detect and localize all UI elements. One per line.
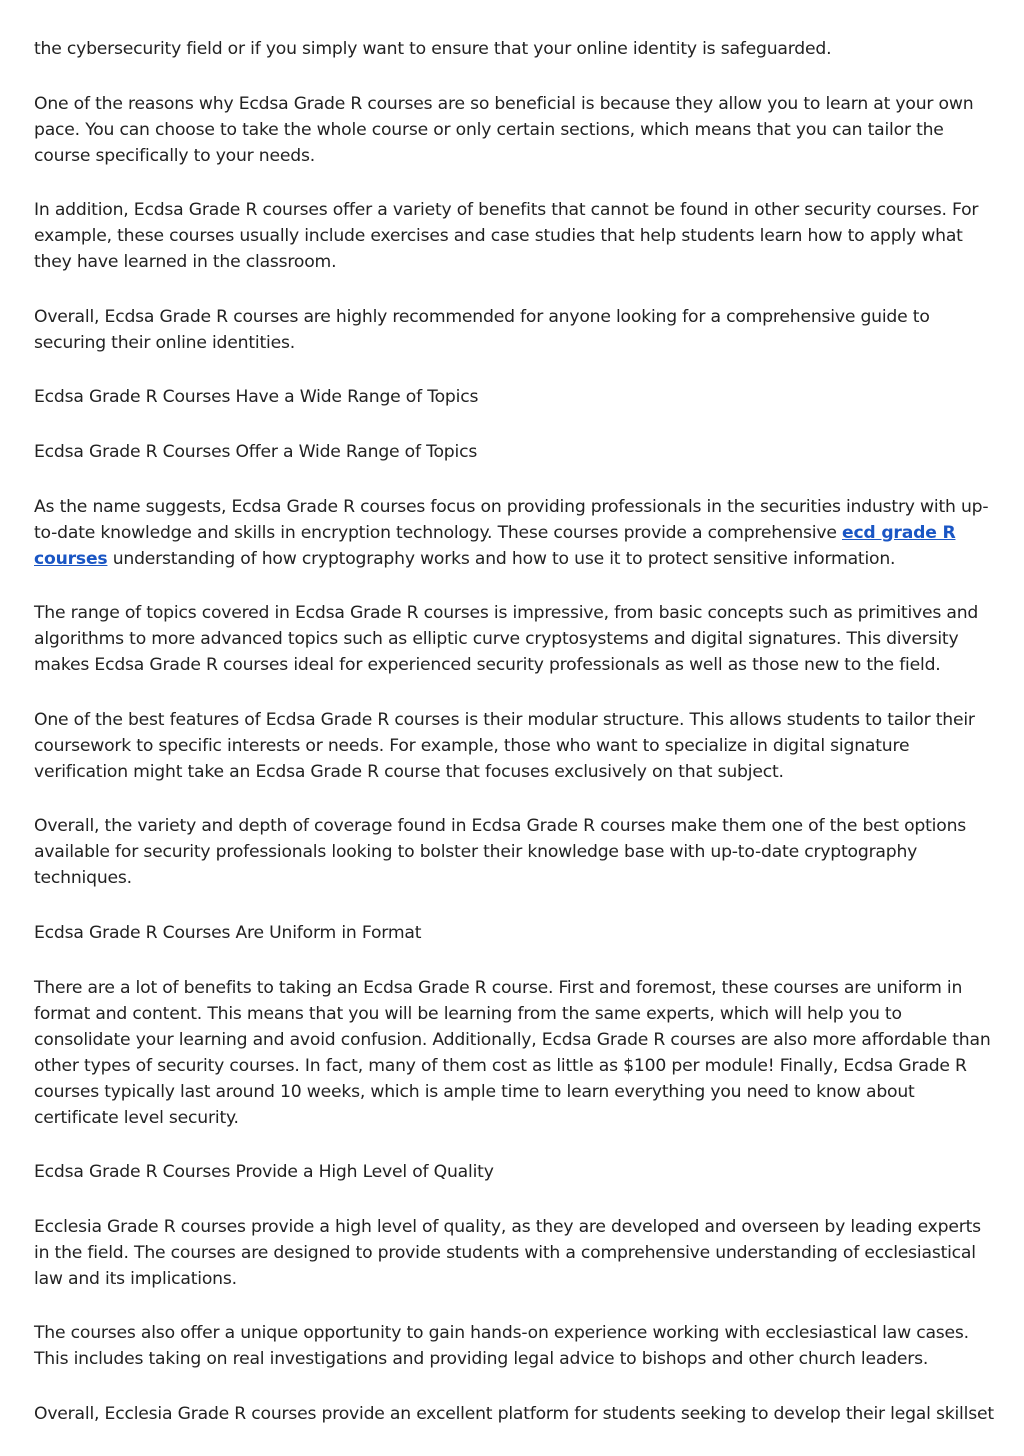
paragraph-name-suggests	[34, 494, 994, 572]
paragraph-overall-ecclesia: Overall, Ecclesia Grade R courses provide an excellent platform for students seeking to develop their legal skillset	[34, 1403, 994, 1424]
ecd-grade-r-courses-link[interactable]: ecd grade R courses	[34, 522, 956, 569]
paragraph-uniform-benefits: There are a lot of benefits to taking an Ecdsa Grade R course. First and foremost, these courses are uniform in format and content. This means that you will be learning from the same experts, which will help you to consolidate your learning and avoid confusion. Additionally, Ecdsa Grade R courses are also more affordable than other types of security courses. In fact, many of them cost as little as $100 per module! Finally, Ecdsa Grade R courses typically last around 10 weeks, which is ample time to learn everything you need to know about certificate level security.	[34, 977, 991, 1128]
paragraph-benefits: In addition, Ecdsa Grade R courses offer a variety of benefits that cannot be found in other security courses. For example, these courses usually include exercises and case studies that help students learn how to apply what they have learned in the classroom.	[34, 200, 979, 273]
paragraph-learn-own-pace: One of the reasons why Ecdsa Grade R courses are so beneficial is because they allow you to learn at your own pace. You can choose to take the whole course or only certain sections, which means that you can tailor the course specifically to your needs.	[34, 93, 974, 166]
document-body	[34, 36, 994, 1456]
paragraph-range-of-topics: The range of topics covered in Ecdsa Grade R courses is impressive, from basic concepts such as primitives and algorithms to more advanced topics such as elliptic curve cryptosystems and digital signatures. This diversity makes Ecdsa Grade R courses ideal for experienced security professionals as well as those new to the field.	[34, 603, 979, 676]
paragraph-ecclesia-quality: Ecclesia Grade R courses provide a high level of quality, as they are developed and overseen by leading experts in the field. The courses are designed to provide students with a comprehensive understanding of ecclesiastical law and its implications.	[34, 1216, 981, 1289]
paragraph-text-after-link: understanding of how cryptography works and how to use it to protect sensitive information.	[107, 548, 896, 569]
paragraph-variety-depth: Overall, the variety and depth of coverage found in Ecdsa Grade R courses make them one of the best options available for security professionals looking to bolster their knowledge base with up-to-date cryptography techniques.	[34, 816, 967, 889]
heading-offer-wide-range: Ecdsa Grade R Courses Offer a Wide Range of Topics	[34, 441, 478, 462]
paragraph-modular-structure: One of the best features of Ecdsa Grade R courses is their modular structure. This allows students to tailor their coursework to specific interests or needs. For example, those who want to specialize in digital signature verification might take an Ecdsa Grade R course that focuses exclusively on that subject.	[34, 709, 975, 782]
heading-uniform-format: Ecdsa Grade R Courses Are Uniform in Format	[34, 922, 422, 943]
paragraph-hands-on: The courses also offer a unique opportunity to gain hands-on experience working with ecclesiastical law cases. This includes taking on real investigations and providing legal advice to bishops and other church leaders.	[34, 1323, 969, 1370]
paragraph-text-before-link: As the name suggests, Ecdsa Grade R courses focus on providing professionals in the securities industry with up-to-date knowledge and skills in encryption technology. These courses provide a comprehensive	[34, 496, 989, 543]
heading-high-quality: Ecdsa Grade R Courses Provide a High Level of Quality	[34, 1162, 494, 1183]
paragraph-recommended: Overall, Ecdsa Grade R courses are highly recommended for anyone looking for a comprehensive guide to securing their online identities.	[34, 306, 930, 353]
paragraph-intro-continued: the cybersecurity field or if you simply want to ensure that your online identity is safeguarded.	[34, 39, 832, 59]
heading-wide-range-topics: Ecdsa Grade R Courses Have a Wide Range of Topics	[34, 387, 479, 408]
